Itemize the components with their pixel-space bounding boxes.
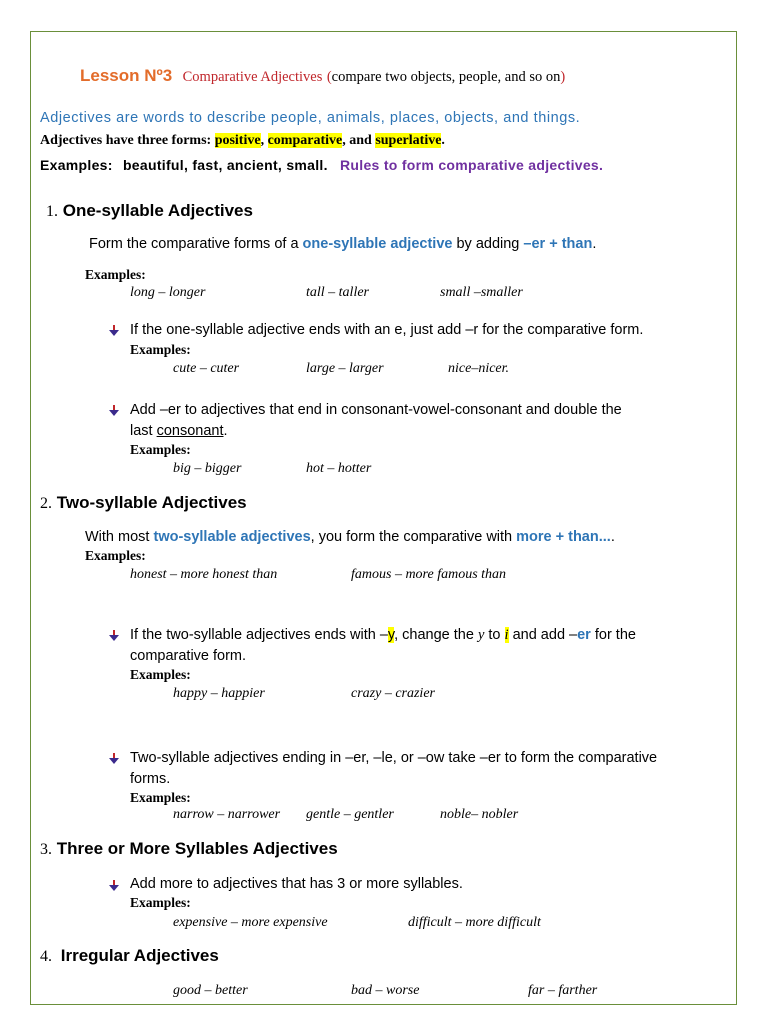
- s1-bullet-2-line-1: Add –er to adjectives that end in consonant-vowel-consonant and double the: [130, 402, 622, 418]
- s1-bullet-1-example-3: nice–nicer.: [448, 361, 510, 376]
- s3-bullet-1-example-2: difficult – more difficult: [408, 915, 541, 930]
- s2-example-2: famous – more famous than: [351, 567, 507, 582]
- s1-rule-highlight: one-syllable adjective: [302, 236, 453, 252]
- s4-example-1: good – better: [173, 983, 248, 998]
- s1-bullet-2-examples-label: Examples:: [130, 442, 191, 457]
- s2-rule-end: .: [610, 529, 615, 545]
- s4-example-2: bad – worse: [351, 983, 420, 998]
- s3-bullet-1: Add more to adjectives that has 3 or more syllables.: [130, 876, 463, 892]
- s2-bullet-2-line-2: forms.: [130, 771, 171, 787]
- forms-comma: ,: [260, 133, 268, 148]
- s1-examples-label: Examples:: [85, 267, 146, 282]
- s2-example-1: honest – more honest than: [130, 567, 278, 582]
- forms-and: , and: [342, 133, 376, 148]
- s2-rule-pre: With most: [85, 529, 154, 545]
- lesson-title: Lesson Nº3: [80, 66, 173, 85]
- intro-rules-title: Rules to form comparative adjectives.: [340, 157, 604, 173]
- section-1-number: 1.: [46, 203, 58, 220]
- intro-definition: Adjectives are words to describe people, animals, places, objects, and things.: [40, 110, 581, 126]
- s2-bullet-1-line-1: [130, 627, 636, 644]
- s1-bullet-2-underlined: consonant: [156, 423, 224, 439]
- section-2-rule: [85, 529, 615, 545]
- s2-b1-mid: , change the: [394, 627, 478, 643]
- s1-bullet-1: If the one-syllable adjective ends with an e, just add –r for the comparative form.: [130, 322, 644, 338]
- arrow-bullet-icon: [108, 405, 120, 417]
- s2-bullet-2-line-1: Two-syllable adjectives ending in –er, –le, or –ow take –er to form the comparative: [130, 750, 658, 766]
- lesson-subtitle: Comparative Adjectives: [182, 69, 323, 85]
- arrow-bullet-icon: [108, 630, 120, 642]
- s1-example-2: tall – taller: [306, 285, 369, 300]
- lesson-note-text: compare two objects, people, and so on: [331, 69, 561, 85]
- s3-bullet-1-examples-label: Examples:: [130, 895, 191, 910]
- s2-bullet-2-example-1: narrow – narrower: [173, 807, 281, 822]
- section-3-title: Three or More Syllables Adjectives: [56, 839, 338, 858]
- s2-bullet-1-line-2: comparative form.: [130, 648, 247, 664]
- section-4-number: 4.: [40, 948, 52, 965]
- s2-rule-mid: , you form the comparative with: [310, 529, 517, 545]
- s1-example-3: small –smaller: [440, 285, 523, 300]
- section-1-title: One-syllable Adjectives: [62, 201, 253, 220]
- s2-examples-label: Examples:: [85, 548, 146, 563]
- s1-rule-pre: Form the comparative forms of a: [89, 236, 303, 252]
- forms-period: .: [441, 133, 445, 148]
- section-2-title: Two-syllable Adjectives: [56, 493, 247, 512]
- s1-rule-mid: by adding: [452, 236, 524, 252]
- form-positive: positive: [214, 133, 261, 148]
- s2-rule-highlight: two-syllable adjectives: [153, 529, 311, 545]
- s2-rule-suffix: more + than...: [516, 529, 611, 545]
- s1-rule-suffix: –er + than: [523, 236, 593, 252]
- section-4-heading: [40, 946, 219, 966]
- s1-bullet-2-example-1: big – bigger: [173, 461, 242, 476]
- s3-bullet-1-example-1: expensive – more expensive: [173, 915, 328, 930]
- arrow-bullet-icon: [108, 325, 120, 337]
- s1-bullet-1-example-2: large – larger: [306, 361, 384, 376]
- s2-b1-add: and add –: [508, 627, 578, 643]
- s2-b1-to: to: [484, 627, 505, 643]
- s1-bullet-1-example-1: cute – cuter: [173, 361, 240, 376]
- s2-b1-end: for the: [590, 627, 636, 643]
- section-4-title: Irregular Adjectives: [60, 946, 219, 965]
- s2-bullet-1-example-2: crazy – crazier: [351, 686, 435, 701]
- form-comparative: comparative: [267, 133, 343, 148]
- s1-bullet-1-examples-label: Examples:: [130, 342, 191, 357]
- section-2-heading: [40, 493, 247, 513]
- s2-b1-er: er: [577, 627, 591, 643]
- intro-examples-label: Examples:: [40, 157, 113, 173]
- intro-examples-words: beautiful, fast, ancient, small.: [122, 157, 328, 173]
- s1-bullet-2-example-2: hot – hotter: [306, 461, 372, 476]
- section-2-number: 2.: [40, 495, 52, 512]
- s1-rule-end: .: [592, 236, 597, 252]
- form-superlative: superlative: [375, 133, 442, 148]
- s2-b1-y: y: [477, 627, 485, 643]
- lesson-note: (compare two objects, people, and so on): [326, 69, 566, 85]
- section-1-rule: [89, 236, 596, 252]
- forms-prefix: Adjectives have three forms:: [40, 133, 215, 148]
- s2-bullet-2-example-3: noble– nobler: [440, 807, 519, 822]
- s1-bullet-2-line-2: [130, 423, 228, 439]
- s2-bullet-2-examples-label: Examples:: [130, 790, 191, 805]
- s4-example-3: far – farther: [528, 983, 598, 998]
- arrow-bullet-icon: [108, 880, 120, 892]
- section-3-heading: [40, 839, 338, 859]
- s2-bullet-1-examples-label: Examples:: [130, 667, 191, 682]
- intro-forms: [40, 133, 445, 149]
- section-3-number: 3.: [40, 841, 52, 858]
- s2-b1-i-highlight: i: [504, 627, 509, 643]
- s2-b1-y-highlight: y: [387, 627, 395, 643]
- s2-b1-pre: If the two-syllable adjectives ends with –: [130, 627, 388, 643]
- s1-bullet-2-pre: last: [130, 423, 157, 439]
- s1-example-1: long – longer: [130, 285, 206, 300]
- s2-bullet-1-example-1: happy – happier: [173, 686, 265, 701]
- section-1-heading: [46, 201, 253, 221]
- s2-bullet-2-example-2: gentle – gentler: [306, 807, 394, 822]
- arrow-bullet-icon: [108, 753, 120, 765]
- s1-bullet-2-end: .: [223, 423, 228, 439]
- intro-examples: [40, 157, 603, 173]
- lesson-header: [80, 66, 565, 86]
